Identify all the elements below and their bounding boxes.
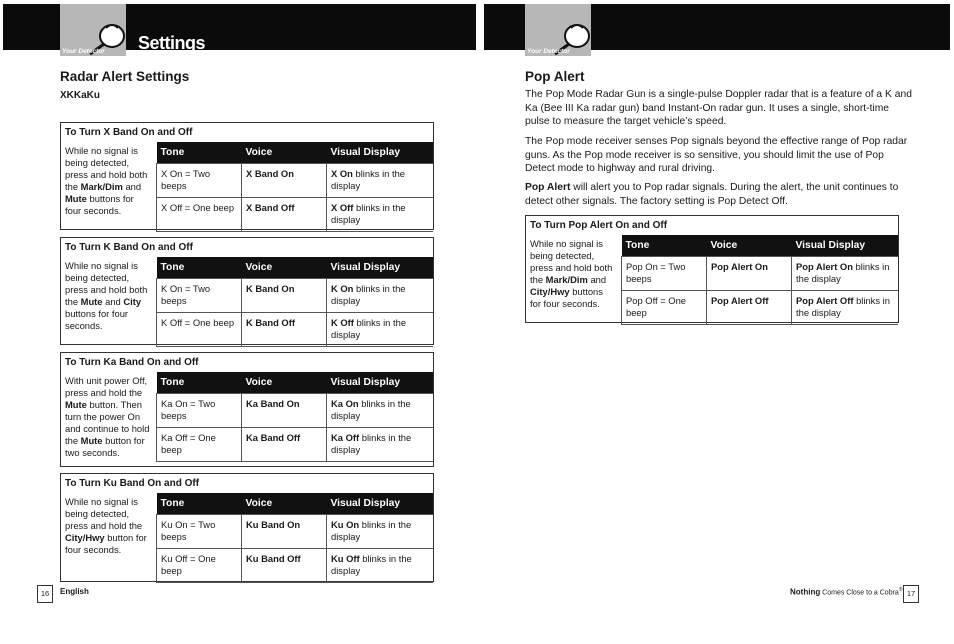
voice-cell: K Band On (242, 279, 327, 313)
visual-display-cell: Ka Off blinks in the display (327, 428, 434, 462)
column-header: Tone (157, 142, 242, 164)
voice-cell: Ka Band On (242, 394, 327, 428)
tone-cell: Pop On = Two beeps (622, 257, 707, 291)
table-row (157, 515, 434, 549)
voice-cell: X Band Off (242, 198, 327, 232)
box-instruction: While no signal is being detected, press and hold both the Mute and City buttons for four seconds. (65, 260, 148, 331)
footer-tagline: Nothing Comes Close to a Cobra® (790, 587, 903, 597)
column-header: Voice (242, 142, 327, 164)
settings-box (60, 237, 434, 345)
table-row (157, 313, 434, 347)
tone-cell: Ka Off = One beep (157, 428, 242, 462)
tone-cell: Ka On = Two beeps (157, 394, 242, 428)
tone-cell: K Off = One beep (157, 313, 242, 347)
left-detector-badge (60, 4, 126, 56)
visual-display-cell: X Off blinks in the display (327, 198, 434, 232)
column-header: Visual Display (792, 235, 899, 257)
tone-cell: Ku Off = One beep (157, 549, 242, 583)
settings-box (60, 122, 434, 230)
right-heading: Pop Alert (525, 69, 585, 84)
table-row (157, 279, 434, 313)
footer-language: English (60, 587, 89, 596)
paragraph: The Pop Mode Radar Gun is a single-pulse Doppler radar that is a feature of a K and Ka (Bee III Ka radar gun) band Instant-On radar gun. It uses a single, short-time pulse to measure the target vehicle’s speed. (525, 89, 912, 127)
tone-cell: X On = Two beeps (157, 164, 242, 198)
visual-display-cell: Ku On blinks in the display (327, 515, 434, 549)
page-number-right: 17 (903, 585, 919, 603)
settings-table (156, 372, 433, 462)
settings-table (621, 235, 898, 325)
tone-cell: K On = Two beeps (157, 279, 242, 313)
box-instruction: With unit power Off, press and hold the Mute button. Then turn the power On and continue to hold the Mute button for two seconds. (65, 375, 150, 458)
settings-box (60, 473, 434, 582)
column-header: Voice (707, 235, 792, 257)
band-subheading: XKKaKu (60, 90, 101, 101)
settings-table (156, 257, 433, 347)
table-row (157, 164, 434, 198)
table-row (622, 257, 899, 291)
visual-display-cell: Ka On blinks in the display (327, 394, 434, 428)
settings-table (156, 142, 433, 232)
left-heading: Radar Alert Settings (60, 69, 190, 84)
box-instruction: While no signal is being detected, press and hold the City/Hwy button for four seconds. (65, 496, 147, 555)
column-header: Voice (242, 257, 327, 279)
column-header: Visual Display (327, 142, 434, 164)
settings-box (525, 215, 899, 323)
voice-cell: X Band On (242, 164, 327, 198)
visual-display-cell: Pop Alert On blinks in the display (792, 257, 899, 291)
voice-cell: Pop Alert On (707, 257, 792, 291)
box-instruction: While no signal is being detected, press and hold both the Mark/Dim and City/Hwy buttons for four seconds. (530, 238, 613, 309)
badge-label: Your Detector (527, 48, 570, 55)
box-title: To Turn X Band On and Off (60, 122, 434, 142)
box-title: To Turn Ku Band On and Off (60, 473, 434, 493)
settings-table (156, 493, 433, 583)
box-title: To Turn K Band On and Off (60, 237, 434, 257)
visual-display-cell: Pop Alert Off blinks in the display (792, 291, 899, 325)
section-title: Settings (138, 33, 206, 53)
table-row (157, 198, 434, 232)
box-title: To Turn Pop Alert On and Off (525, 215, 899, 235)
right-detector-badge (525, 4, 591, 56)
column-header: Visual Display (327, 493, 434, 515)
column-header: Visual Display (327, 372, 434, 394)
table-row (157, 549, 434, 583)
voice-cell: Pop Alert Off (707, 291, 792, 325)
voice-cell: Ka Band Off (242, 428, 327, 462)
column-header: Voice (242, 372, 327, 394)
column-header: Tone (622, 235, 707, 257)
table-row (157, 428, 434, 462)
voice-cell: K Band Off (242, 313, 327, 347)
badge-label: Your Detector (62, 48, 105, 55)
column-header: Visual Display (327, 257, 434, 279)
visual-display-cell: K On blinks in the display (327, 279, 434, 313)
voice-cell: Ku Band Off (242, 549, 327, 583)
table-row (622, 291, 899, 325)
column-header: Tone (157, 372, 242, 394)
paragraph: The Pop mode receiver senses Pop signals beyond the effective range of Pop radar guns. As the Pop mode receiver is so sensitive, you should limit the use of Pop Detect mode to highway and rural driving. (525, 136, 908, 174)
tone-cell: Ku On = Two beeps (157, 515, 242, 549)
tone-cell: Pop Off = One beep (622, 291, 707, 325)
settings-box (60, 352, 434, 467)
paragraph: Pop Alert will alert you to Pop radar signals. During the alert, the unit continues to detect other signals. The factory setting is Pop Detect Off. (525, 182, 899, 207)
column-header: Voice (242, 493, 327, 515)
column-header: Tone (157, 493, 242, 515)
column-header: Tone (157, 257, 242, 279)
voice-cell: Ku Band On (242, 515, 327, 549)
visual-display-cell: X On blinks in the display (327, 164, 434, 198)
page-number-left: 16 (37, 585, 53, 603)
visual-display-cell: Ku Off blinks in the display (327, 549, 434, 583)
box-title: To Turn Ka Band On and Off (60, 352, 434, 372)
visual-display-cell: K Off blinks in the display (327, 313, 434, 347)
tone-cell: X Off = One beep (157, 198, 242, 232)
table-row (157, 394, 434, 428)
box-instruction: While no signal is being detected, press and hold both the Mark/Dim and Mute buttons for four seconds. (65, 145, 148, 216)
